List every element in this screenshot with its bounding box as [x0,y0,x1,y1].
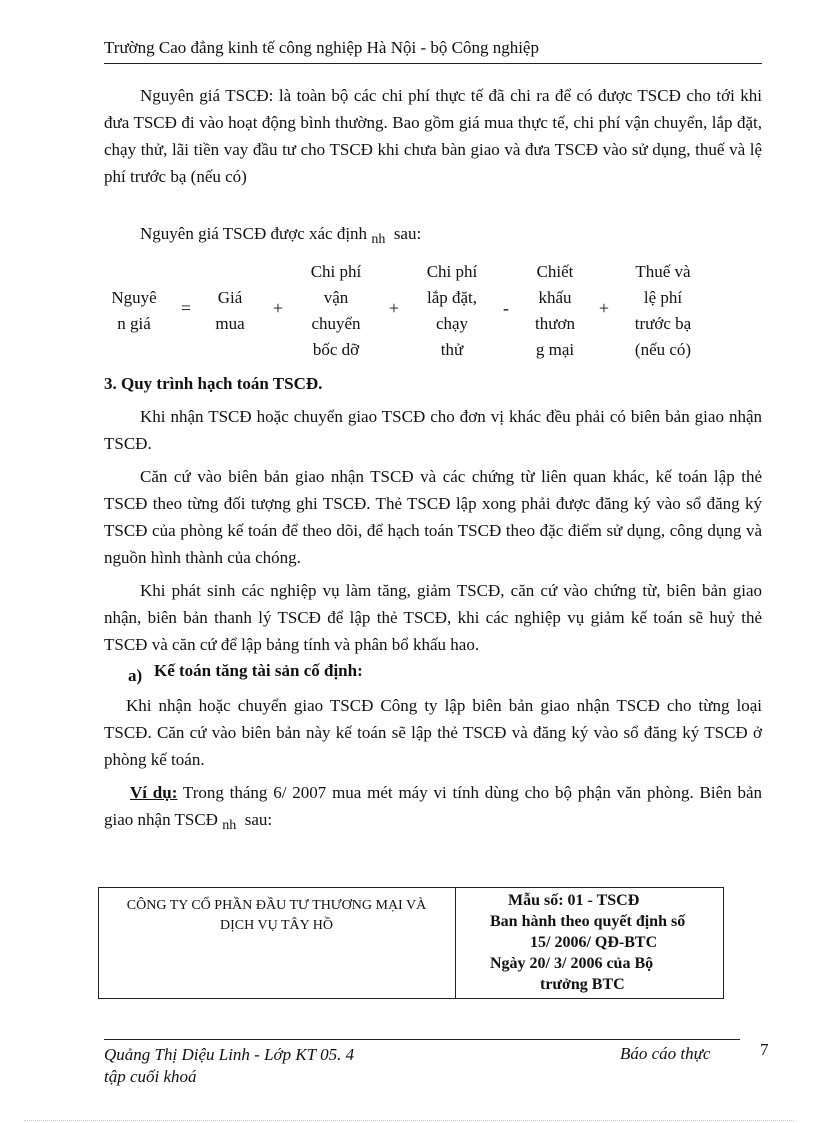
paragraph-nhan-tscd: Khi nhận hoặc chuyển giao TSCĐ Công ty lập biên bản giao nhận TSCĐ cho từng loại TSCĐ. Căn cứ vào biên bản này kế toán sẽ lập thẻ TSCĐ và đăng ký vào sổ đăng ký TSCĐ ở phòng kế toán. [104,696,762,769]
formula-equals: = [180,298,192,318]
formula-term-line: Chi phí [310,262,362,281]
footer-report: Báo cáo thực [620,1044,711,1063]
form-decision: Ban hành theo quyết định số [490,913,686,930]
formula-term-lap-dat [412,259,492,363]
formula-term-line: chạy [435,314,469,333]
formula-term-line: bốc dỡ [312,340,360,359]
formula-term-line: trước bạ [634,314,692,333]
section-heading-3: 3. Quy trình hạch toán TSCĐ. [104,374,323,393]
form-decision-number: 15/ 2006/ QĐ-BTC [530,934,658,951]
formula-term-line: vận [323,288,349,307]
formula-plus: + [598,298,610,318]
page-number: 7 [760,1040,769,1059]
footer-author-line: tập cuối khoá [104,1067,197,1086]
formula-lhs-line: Nguyê [111,288,157,307]
formula-term-gia-mua [200,285,260,337]
formula-term-line: thươn [535,314,575,333]
example-end: sau: [244,810,273,829]
formula-term-line: thử [440,340,464,359]
paragraph-phat-sinh: Khi phát sinh các nghiệp vụ làm tăng, giảm TSCĐ, căn cứ vào chứng từ, biên bản giao nhận, biên bản thanh lý TSCĐ để lập thẻ TSCĐ, khi các nghiệp vụ giảm kế toán sẽ huỷ thẻ TSCĐ và căn cứ để lập bảng tính và phân bổ khấu hao. [104,581,762,654]
formula-lhs [104,285,164,337]
formula-plus: + [388,298,400,318]
formula-term-line: chuyển [311,314,361,333]
formula-term-line: Thuế và [635,262,691,281]
example-nh: nh [222,818,237,833]
header-rule [104,63,762,64]
form-decision-authority: trưởng BTC [540,976,625,993]
form-template-info [490,890,722,995]
example-label: Ví dụ: [130,783,178,802]
formula-plus: + [272,298,284,318]
form-company-line: CÔNG TY CỔ PHẦN ĐẦU TƯ THƯƠNG MẠI VÀ [126,898,427,913]
footer-author [104,1044,424,1088]
paragraph-example [104,779,762,835]
form-company-line: DỊCH VỤ TÂY HỒ [220,918,333,933]
formula-intro-start: Nguyên giá TSCĐ được xác định [140,224,368,243]
formula-intro-end: sau: [393,224,422,243]
formula-term-chiet-khau [520,259,590,363]
footer-author-line: Quảng Thị Diệu Linh - Lớp KT 05. 4 [104,1045,355,1064]
formula-term-line: khấu [538,288,572,307]
paragraph-can-cu: Căn cứ vào biên bản giao nhận TSCĐ và các chứng từ liên quan khác, kế toán lập thẻ TSCĐ theo từng đối tượng ghi TSCĐ. Thẻ TSCĐ lập xong phải được đăng ký vào sổ đăng ký TSCĐ của phòng kế toán để theo dõi, để hạch toán TSCĐ theo đặc điểm sử dụng, công dụng và nguồn hình thành của chóng. [104,467,762,567]
formula-term-line: lệ phí [643,288,683,307]
form-company [100,896,453,936]
formula-term-line: mua [215,314,245,333]
form-divider [455,887,456,998]
formula-term-line: Chiết [536,262,574,281]
footer-rule [104,1039,740,1040]
formula-intro-nh: nh [371,232,386,247]
formula-term-line: Giá [217,288,243,307]
paragraph-nguyen-gia: Nguyên giá TSCĐ: là toàn bộ các chi phí thực tế đã chi ra để có được TSCĐ cho tới khi đưa TSCĐ đi vào hoạt động bình thường. Bao gồm giá mua thực tế, chi phí vận chuyển, lắp đặt, chạy thử, lãi tiền vay đầu tư cho TSCĐ khi chưa bàn giao và đưa TSCĐ vào sử dụng, thuế và lệ phí trước bạ (nếu có) [104,86,762,186]
form-decision-date: Ngày 20/ 3/ 2006 của Bộ [490,955,654,972]
formula-term-thue [618,259,708,363]
formula-term-line: g mại [535,340,575,359]
formula-minus: - [503,298,509,318]
paragraph-formula-intro [104,220,762,249]
page-header: Trường Cao đẳng kinh tế công nghiệp Hà Nội - bộ Công nghiệp [104,38,539,57]
formula-lhs-line: n giá [117,314,151,333]
formula-term-line: (nếu có) [634,340,692,359]
formula-term-line: Chi phí [426,262,478,281]
formula-term-line: lắp đặt, [426,288,478,307]
form-template-number: Mẫu số: 01 - TSCĐ [508,892,640,909]
formula-term-van-chuyen [296,259,376,363]
subheading-a-marker: a) [128,666,143,685]
subheading-a: Kế toán tăng tài sản cố định: [154,661,363,680]
example-text: Trong tháng 6/ 2007 mua mét máy vi tính dùng cho bộ phận văn phòng. Biên bản giao nhận TSCĐ [104,783,762,829]
paragraph-bien-ban: Khi nhận TSCĐ hoặc chuyển giao TSCĐ cho đơn vị khác đều phải có biên bản giao nhận TSCĐ. [104,407,762,453]
page-edge [24,1120,794,1121]
